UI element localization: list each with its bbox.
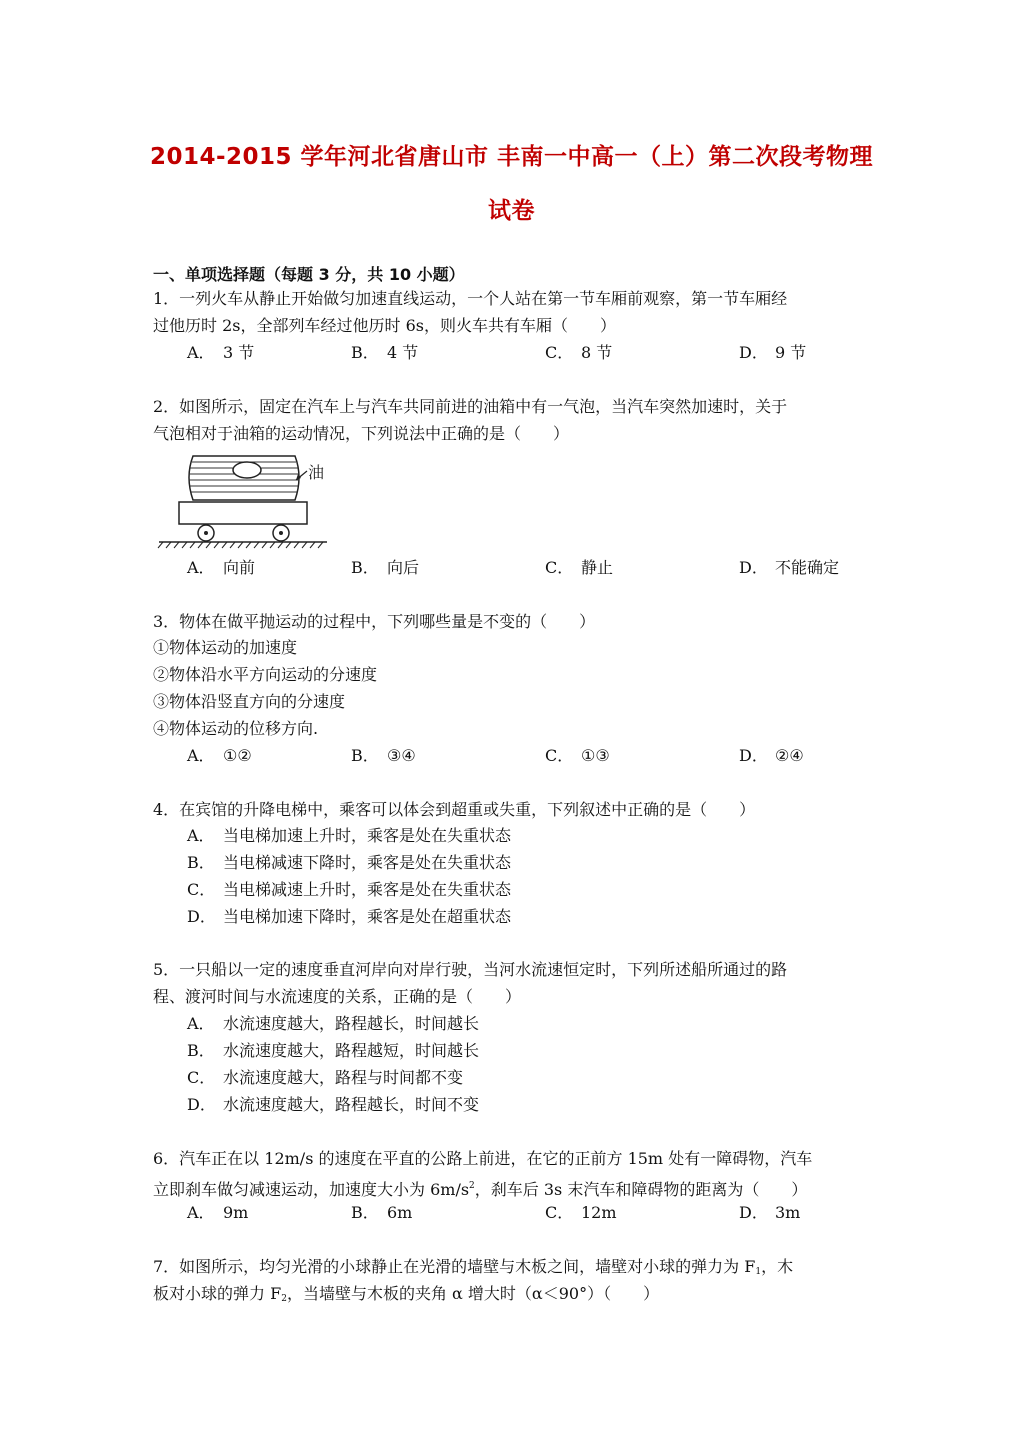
option-text: 当电梯减速下降时，乘客是处在失重状态	[223, 853, 512, 872]
question-5-text: 5．一只船以一定的速度垂直河岸向对岸行驶，当河水流速恒定时，下列所述船所通过的路	[153, 960, 788, 979]
question-4-text: 4．在宾馆的升降电梯中，乘客可以体会到超重或失重，下列叙述中正确的是（ ）	[153, 800, 756, 819]
q3-option-a	[187, 746, 252, 766]
option-text: 8 节	[581, 343, 613, 362]
q1-option-a	[187, 343, 254, 363]
ground-hatching	[158, 542, 323, 548]
cart-body	[179, 502, 307, 524]
option-label: D．	[187, 1095, 216, 1114]
q4-option-d	[187, 907, 511, 927]
option-label: A．	[187, 1203, 215, 1222]
question-6-text-cont: 立即刹车做匀减速运动，加速度大小为 $6m/s^2$，刹车后 3s 末汽车和障碍物的距离为（ ）	[153, 1180, 808, 1199]
question-7-text-cont: 板对小球的弹力 $F_2$，当墙壁与木板的夹角 α 增大时（α＜90°）（ ）	[153, 1284, 660, 1304]
option-label: A．	[187, 343, 215, 362]
q3-item-4: ④物体运动的位移方向.	[153, 719, 319, 738]
q6-option-c	[545, 1203, 617, 1223]
option-text: 当电梯加速下降时，乘客是处在超重状态	[223, 907, 512, 926]
question-3-text: 3．物体在做平抛运动的过程中，下列哪些量是不变的（ ）	[153, 612, 596, 631]
option-label: A．	[187, 558, 215, 577]
option-label: B．	[187, 853, 215, 872]
q3-item-3: ③物体沿竖直方向的分速度	[153, 692, 346, 711]
option-text: 不能确定	[775, 558, 840, 577]
question-7-text: 7．如图所示，均匀光滑的小球静止在光滑的墙壁与木板之间，墙壁对小球的弹力为 $F_1$，木	[153, 1257, 794, 1277]
option-label: B．	[351, 343, 379, 362]
section-heading: 一、单项选择题（每题 3 分，共 10 小题）	[153, 265, 465, 284]
option-text: 当电梯减速上升时，乘客是处在失重状态	[223, 880, 512, 899]
option-label: C．	[187, 880, 216, 899]
option-text: 静止	[581, 558, 614, 577]
option-text: 水流速度越大，路程与时间都不变	[223, 1068, 464, 1087]
question-5-text-cont: 程、渡河时间与水流速度的关系，正确的是（ ）	[153, 987, 522, 1006]
q6-option-b	[351, 1203, 412, 1223]
option-label: C．	[545, 746, 574, 765]
question-1-text: 1．一列火车从静止开始做匀加速直线运动，一个人站在第一节车厢前观察，第一节车厢经	[153, 289, 788, 308]
q5-option-c	[187, 1068, 463, 1088]
q1-option-b	[351, 343, 418, 363]
option-label: B．	[351, 1203, 379, 1222]
option-text: 向前	[223, 558, 256, 577]
page-title-continued: 试卷	[488, 198, 535, 224]
option-text: ①②	[223, 746, 252, 765]
option-text: ①③	[581, 746, 610, 765]
q5-option-b	[187, 1041, 479, 1061]
option-label: C．	[187, 1068, 216, 1087]
q2-option-c	[545, 558, 613, 578]
q3-option-b	[351, 746, 416, 766]
option-label: C．	[545, 1203, 574, 1222]
q1-option-c	[545, 343, 612, 363]
option-label: A．	[187, 826, 215, 845]
option-text: 水流速度越大，路程越长，时间越长	[223, 1014, 480, 1033]
option-text: 水流速度越大，路程越短，时间越长	[223, 1041, 480, 1060]
q3-item-2: ②物体沿水平方向运动的分速度	[153, 665, 378, 684]
q3-item-1: ①物体运动的加速度	[153, 638, 298, 657]
option-label: D．	[187, 907, 216, 926]
q6-option-a	[187, 1203, 248, 1223]
q2-option-b	[351, 558, 419, 578]
option-text: ③④	[387, 746, 416, 765]
oil-label: 油	[308, 463, 325, 482]
option-text: 12m	[581, 1203, 617, 1222]
q6-option-d	[739, 1203, 800, 1223]
q1-option-d	[739, 343, 806, 363]
option-text: 6m	[387, 1203, 413, 1222]
option-label: D．	[739, 1203, 768, 1222]
option-label: A．	[187, 746, 215, 765]
option-label: D．	[739, 343, 768, 362]
question-1-text-cont: 过他历时 2s，全部列车经过他历时 6s，则火车共有车厢（ ）	[153, 316, 616, 335]
option-label: B．	[187, 1041, 215, 1060]
option-label: B．	[351, 746, 379, 765]
option-text: 9 节	[775, 343, 807, 362]
option-text: 3 节	[223, 343, 255, 362]
q3-option-d	[739, 746, 804, 766]
option-label: A．	[187, 1014, 215, 1033]
question-2-text-cont: 气泡相对于油箱的运动情况，下列说法中正确的是（ ）	[153, 424, 570, 443]
option-text: ②④	[775, 746, 804, 765]
air-bubble	[233, 462, 261, 478]
option-text: 4 节	[387, 343, 419, 362]
q4-option-c	[187, 880, 511, 900]
option-text: 向后	[387, 558, 420, 577]
q4-option-b	[187, 853, 511, 873]
q3-option-c	[545, 746, 610, 766]
q5-option-a	[187, 1014, 479, 1034]
q5-option-d	[187, 1095, 479, 1115]
q2-option-a	[187, 558, 255, 578]
option-text: 当电梯加速上升时，乘客是处在失重状态	[223, 826, 512, 845]
option-text: 3m	[775, 1203, 801, 1222]
option-label: C．	[545, 558, 574, 577]
option-text: 9m	[223, 1203, 249, 1222]
option-label: D．	[739, 746, 768, 765]
question-2-text: 2．如图所示，固定在汽车上与汽车共同前进的油箱中有一气泡，当汽车突然加速时，关于	[153, 397, 788, 416]
option-label: D．	[739, 558, 768, 577]
option-text: 水流速度越大，路程越长，时间不变	[223, 1095, 480, 1114]
question-6-text: 6．汽车正在以 12m/s 的速度在平直的公路上前进，在它的正前方 15m 处有一障碍物，汽车	[153, 1149, 813, 1168]
page-title: 2014-2015 学年河北省唐山市 丰南一中高一（上）第二次段考物理	[149, 144, 874, 170]
option-label: C．	[545, 343, 574, 362]
option-label: B．	[351, 558, 379, 577]
fuel-tank-cart-figure	[155, 452, 335, 552]
q4-option-a	[187, 826, 511, 846]
q2-option-d	[739, 558, 839, 578]
